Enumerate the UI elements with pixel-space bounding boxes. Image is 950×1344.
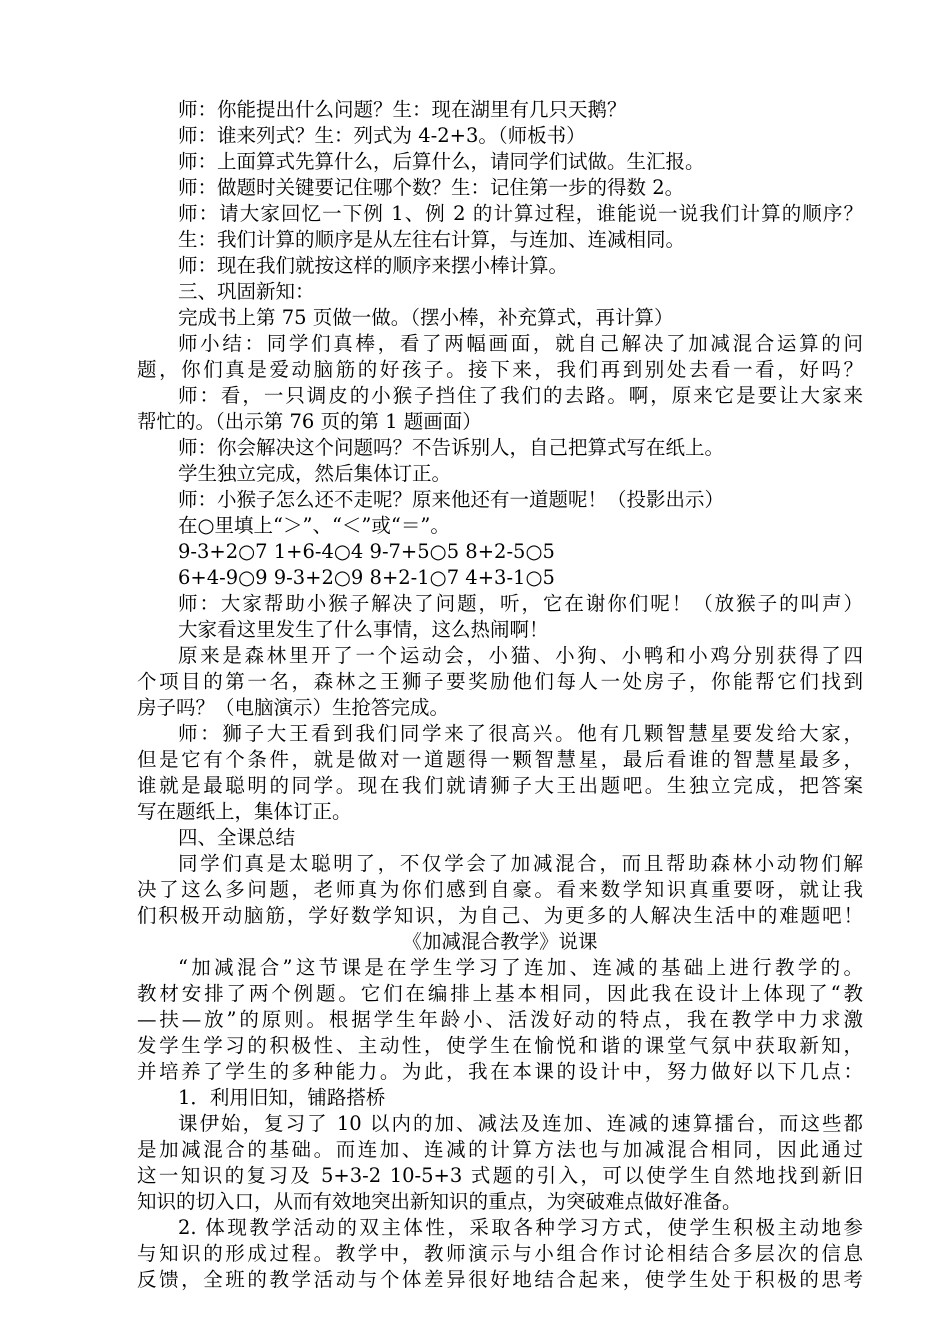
text-line: 师：做题时关键要记住哪个数？生：记住第一步的得数 2。 (178, 176, 685, 199)
text-line: 6+4-9○9 9-3+2○9 8+2-1○7 4+3-1○5 (178, 566, 555, 589)
text-line: 课伊始，复习了 10 以内的加、减法及连加、连减的速算擂台，而这些都 (178, 1112, 863, 1135)
text-line: 反馈，全班的教学活动与个体差异很好地结合起来，使学生处于积极的思考 (137, 1268, 863, 1291)
text-line: 学生独立完成，然后集体订正。 (178, 462, 452, 485)
text-line: 师：狮子大王看到我们同学来了很高兴。他有几颗智慧星要发给大家， (178, 722, 863, 745)
text-line: 师小结：同学们真棒，看了两幅画面，就自己解决了加减混合运算的问 (178, 332, 863, 355)
text-line: 生：我们计算的顺序是从左往右计算，与连加、连减相同。 (178, 228, 686, 251)
text-line: 师：请大家回忆一下例 1、例 2 的计算过程，谁能说一说我们计算的顺序？ (178, 202, 863, 225)
text-line: 与知识的形成过程。教学中，教师演示与小组合作讨论相结合多层次的信息 (137, 1242, 863, 1265)
text-line: 完成书上第 75 页做一做。（摆小棒，补充算式，再计算） (178, 306, 674, 329)
text-line: —扶—放”的原则。根据学生年龄小、活泼好动的特点，我在教学中力求激 (137, 1008, 863, 1031)
text-line: 写在题纸上，集体订正。 (137, 800, 352, 823)
text-line: 是加减混合的基础。而连加、连减的计算方法也与加减混合相同，因此通过 (137, 1138, 863, 1161)
text-line: 原来是森林里开了一个运动会，小猫、小狗、小鸭和小鸡分别获得了四 (178, 644, 863, 667)
text-line: 房子吗？（电脑演示）生抢答完成。 (137, 696, 450, 719)
text-line: 决了这么多问题，老师真为你们感到自豪。看来数学知识真重要呀，就让我 (137, 878, 863, 901)
text-line: “加减混合”这节课是在学生学习了连加、连减的基础上进行教学的。 (178, 956, 863, 979)
text-line: 师：看，一只调皮的小猴子挡住了我们的去路。啊，原来它是要让大家来 (178, 384, 863, 407)
text-line: 大家看这里发生了什么事情，这么热闹啊！ (178, 618, 549, 641)
text-line: 师：谁来列式？生：列式为 4-2+3。（师板书） (178, 124, 586, 147)
text-line: 帮忙的。（出示第 76 页的第 1 题画面） (137, 410, 482, 433)
text-line: 1．利用旧知，铺路搭桥 (178, 1086, 386, 1109)
section-title: 《加减混合教学》说课 (402, 930, 598, 953)
text-line: 们积极开动脑筋，学好数学知识，为自己、为更多的人解决生活中的难题吧！ (137, 904, 863, 927)
text-line: 师：你会解决这个问题吗？不告诉别人，自己把算式写在纸上。 (178, 436, 725, 459)
text-line: 师：大家帮助小猴子解决了问题，听，它在谢你们呢！（放猴子的叫声） (178, 592, 863, 615)
text-line: 四、全课总结 (178, 826, 296, 849)
text-line: 题，你们真是爱动脑筋的好孩子。接下来，我们再到别处去看一看，好吗？ (137, 358, 863, 381)
text-line: 师：你能提出什么问题？生：现在湖里有几只天鹅？ (178, 98, 627, 121)
text-line: 在○里填上“＞”、“＜”或“＝”。 (178, 514, 450, 537)
text-line: 但是它有个条件，就是做对一道题得一颗智慧星，最后看谁的智慧星最多， (137, 748, 863, 771)
text-line: 师：上面算式先算什么，后算什么，请同学们试做。生汇报。 (178, 150, 705, 173)
text-line: 这一知识的复习及 5+3-2 10-5+3 式题的引入，可以使学生自然地找到新旧 (137, 1164, 863, 1187)
text-line: 发学生学习的积极性、主动性，使学生在愉悦和谐的课堂气氛中获取新知， (137, 1034, 863, 1057)
document-body (137, 97, 863, 1293)
text-line: 并培养了学生的多种能力。为此，我在本课的设计中，努力做好以下几点： (137, 1060, 863, 1083)
text-line: 2. 体现教学活动的双主体性，采取各种学习方式，使学生积极主动地参 (178, 1216, 863, 1239)
text-line: 知识的切入口，从而有效地突出新知识的重点，为突破难点做好准备。 (137, 1190, 742, 1213)
text-line: 同学们真是太聪明了，不仅学会了加减混合，而且帮助森林小动物们解 (178, 852, 863, 875)
text-line: 三、巩固新知： (178, 280, 315, 303)
text-line: 9-3+2○7 1+6-4○4 9-7+5○5 8+2-5○5 (178, 540, 555, 563)
text-line: 师：现在我们就按这样的顺序来摆小棒计算。 (178, 254, 569, 277)
text-line: 教材安排了两个例题。它们在编排上基本相同，因此我在设计上体现了“教 (137, 982, 863, 1005)
text-line: 师：小猴子怎么还不走呢？原来他还有一道题呢！（投影出示） (178, 488, 725, 511)
text-line: 个项目的第一名，森林之王狮子要奖励他们每人一处房子，你能帮它们找到 (137, 670, 863, 693)
text-line: 谁就是最聪明的同学。现在我们就请狮子大王出题吧。生独立完成，把答案 (137, 774, 863, 797)
